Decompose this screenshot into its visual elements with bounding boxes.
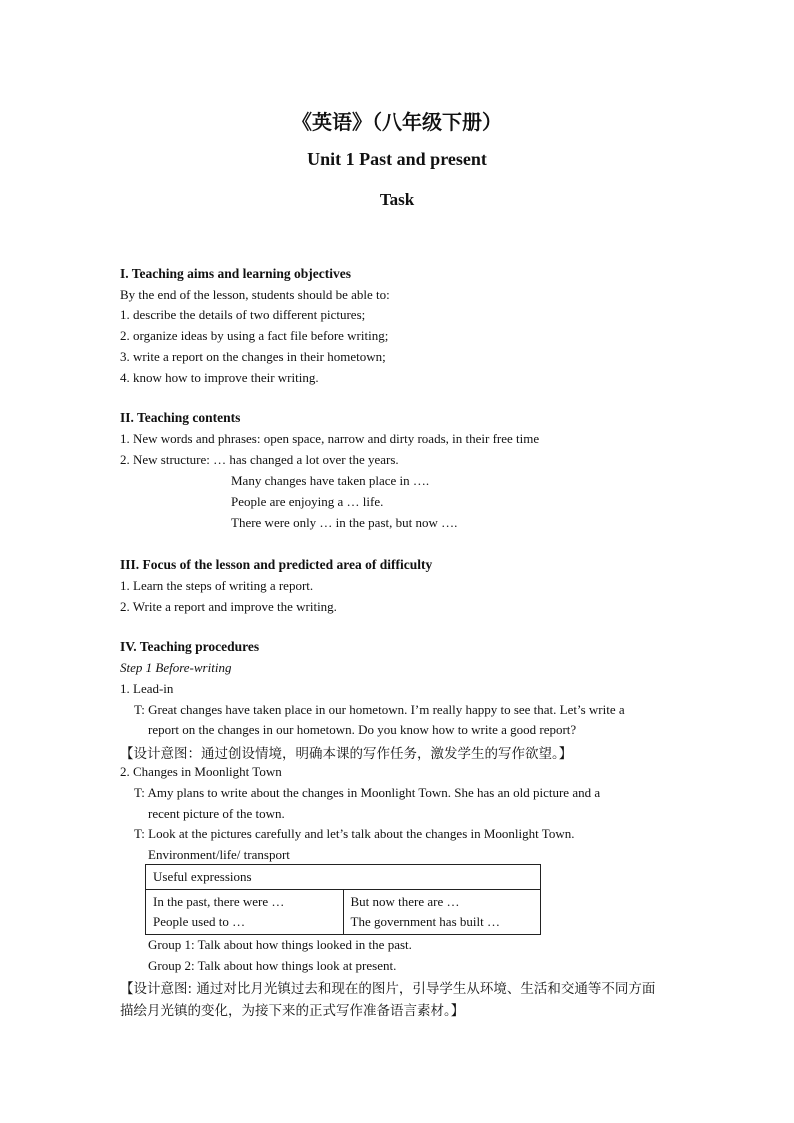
design-note: 描绘月光镇的变化，为接下来的正式写作准备语言素材。】 xyxy=(120,1003,465,1019)
unit-title: Unit 1 Past and present xyxy=(307,149,487,169)
group-line: Group 2: Talk about how things look at present. xyxy=(148,958,397,973)
section-heading: III. Focus of the lesson and predicted area of difficulty xyxy=(120,557,433,572)
paragraph: By the end of the lesson, students should be able to: xyxy=(120,287,390,302)
teacher-line: T: Amy plans to write about the changes in Moonlight Town. She has an old picture and a xyxy=(134,785,601,800)
table-cell-now xyxy=(343,890,541,935)
list-item: 2. New structure: … has changed a lot over the years. xyxy=(120,452,399,467)
section-title: Task xyxy=(379,190,415,209)
design-note: 【设计意图: 通过对比月光镇过去和现在的图片，引导学生从环境、生活和交通等不同方面 xyxy=(120,981,656,997)
step-heading: Step 1 Before-writing xyxy=(120,660,232,675)
table-row xyxy=(146,890,541,935)
list-item: 1. New words and phrases: open space, narrow and dirty roads, in their free time xyxy=(120,431,540,446)
list-item: 1. Lead-in xyxy=(120,681,174,696)
cell-line: But now there are … xyxy=(350,894,460,909)
table-cell-past xyxy=(146,890,344,935)
topic-line: Environment/life/ transport xyxy=(148,847,290,862)
design-note: 【设计意图：通过创设情境，明确本课的写作任务，激发学生的写作欲望。】 xyxy=(120,746,573,762)
teacher-line: report on the changes in our hometown. Do you know how to write a good report? xyxy=(148,722,577,737)
teacher-line: T: Look at the pictures carefully and let’s talk about the changes in Moonlight Town. xyxy=(134,826,575,841)
section-heading: I. Teaching aims and learning objectives xyxy=(120,266,352,281)
list-item: 3. write a report on the changes in their hometown; xyxy=(120,349,386,364)
teacher-line: T: Great changes have taken place in our hometown. I’m really happy to see that. Let’s write a xyxy=(134,702,625,717)
table-header-cell: Useful expressions xyxy=(146,865,541,890)
list-item: 2. organize ideas by using a fact file before writing; xyxy=(120,328,389,343)
cell-line: The government has built … xyxy=(350,914,500,929)
list-item: 1. Learn the steps of writing a report. xyxy=(120,578,314,593)
structure-line: People are enjoying a … life. xyxy=(231,494,384,509)
cell-line: People used to … xyxy=(153,914,246,929)
book-title: 《英语》（八年级下册） xyxy=(292,110,502,134)
list-item: 4. know how to improve their writing. xyxy=(120,370,319,385)
cell-line: In the past, there were … xyxy=(153,894,285,909)
list-item: 2. Write a report and improve the writing. xyxy=(120,599,337,614)
structure-line: Many changes have taken place in …. xyxy=(231,473,430,488)
structure-line: There were only … in the past, but now …. xyxy=(231,515,458,530)
table-header-row xyxy=(146,865,541,890)
group-line: Group 1: Talk about how things looked in the past. xyxy=(148,937,412,952)
section-heading: II. Teaching contents xyxy=(120,410,241,425)
list-item: 1. describe the details of two different pictures; xyxy=(120,307,366,322)
list-item: 2. Changes in Moonlight Town xyxy=(120,764,282,779)
teacher-line: recent picture of the town. xyxy=(148,806,285,821)
useful-expressions-table xyxy=(145,864,541,935)
section-heading: IV. Teaching procedures xyxy=(120,639,260,654)
